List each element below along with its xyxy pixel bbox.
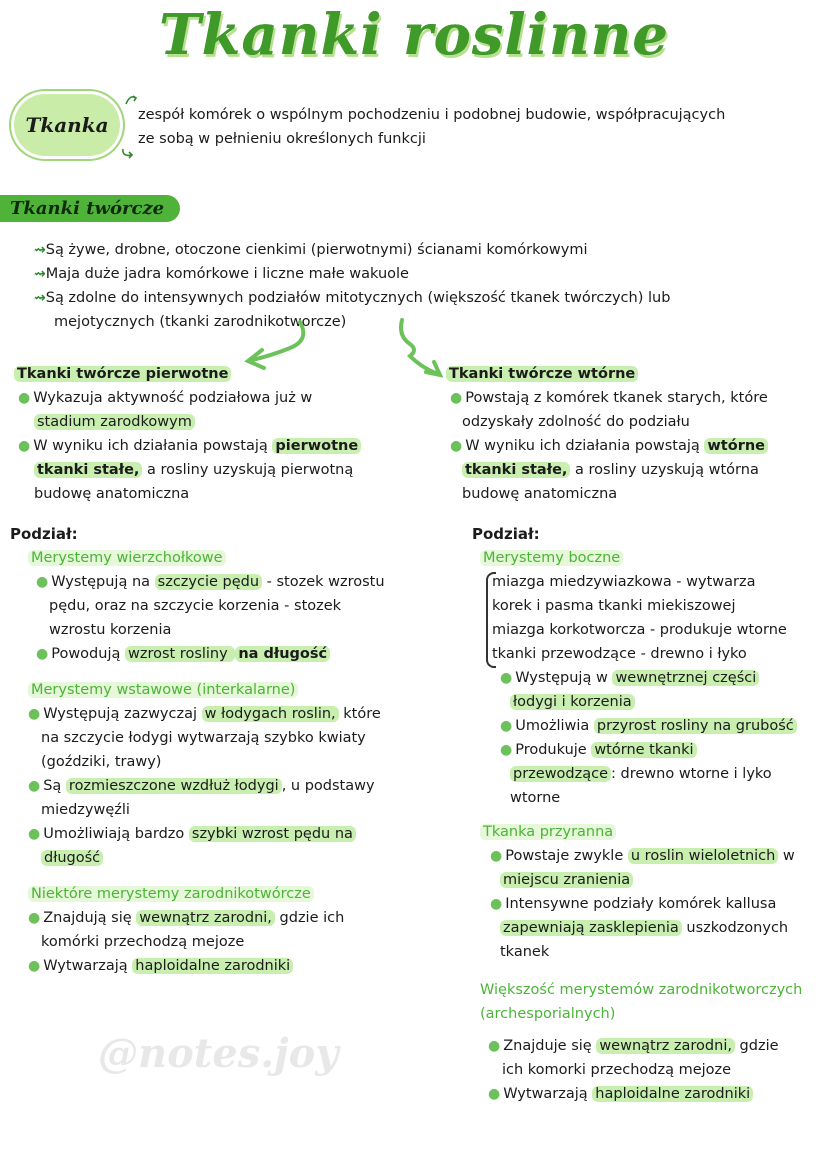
list-item-continued: mejotycznych (tkanki zarodnikotworcze) [54,314,347,330]
section-header-tworcze: Tkanki twórcze [0,195,180,222]
subheading: Tkanka przyranna [480,824,616,840]
definition-text [138,103,798,151]
definition-line: ze sobą w pełnieniu określonych funkcji [138,131,426,147]
list-item: ⇝Są żywe, drobne, otoczone cienkimi (pierwotnymi) ścianami komórkowymi [34,242,588,258]
list-item: ⇝Maja duże jadra komórkowe i liczne małe wakuole [34,266,409,282]
subheading: Merystemy wstawowe (interkalarne) [28,682,298,698]
subheading: Merystemy boczne [480,550,623,566]
subheading: Większość merystemów zarodnikotworczych [480,982,803,998]
squiggle-arrow-icon: ⇝ [34,242,46,258]
subheading: Niektóre merystemy zarodnikotwórcze [28,886,314,902]
right-heading: Tkanki twórcze wtórne [446,366,638,382]
right-column: Tkanki twórcze wtórne ● Powstają z komórek tkanek starych, które odzyskały zdolność do podziału ● W wyniku ich działania powstają wtórne tkanki stałe, a rosliny uzyskują wtórna budowę anatomiczna [446,362,816,506]
list-item: ⇝Są zdolne do intensywnych podziałów mitotycznych (większość tkanek twórczych) lub [34,290,671,306]
left-column: Tkanki twórcze pierwotne ● Wykazuja aktywność podziałowa już w stadium zarodkowym ● W wyniku ich działania powstają pierwotne tkanki stałe, a rosliny uzyskują pierwotną budowę anatomiczna [14,362,404,506]
left-heading: Tkanki twórcze pierwotne [14,366,231,382]
right-podzial: Podział: Merystemy boczne miazga miedzywiazkowa - wytwarza korek i pasma tkanki miekiszowej miazga korkotworcza - produkuje wtorne tkanki przewodzące - drewno i łyko ● Występują w wewnętrznej części łodygi i korzenia ● Umożliwia przyrost rosliny na grubość ● Produkuje wtórne tkanki przewodzące : drewno wtorne i lyko wtorne Tkanka przyranna ● Powstaje zwykle u roslin wieloletnich w miejscu zranienia ● Intensywne podziały komórek kallusa zapewniają zasklepienia uszkodzonych tkanek Większość merystemów zarodnikotworczych (archesporialnych) ● Znajduje się wewnątrz zarodni, gdzie ich komorki przechodzą mejoze ● Wytwarzają haploidalne zarodniki [472,522,822,1106]
curly-arrow-icon [120,146,136,165]
squiggle-arrow-icon: ⇝ [34,266,46,282]
tkanka-badge: Tkanka [14,94,120,156]
watermark: @notes.joy [98,1030,339,1077]
left-podzial: Podział: Merystemy wierzchołkowe ● Występują na szczycie pędu - stozek wzrostu pędu, oraz na szczycie korzenia - stozek wzrostu korzenia ● Powodują wzrost rosliny na długość Merystemy wstawowe (interkalarne) ● Występują zazwyczaj w łodygach roslin, które na szczycie łodygi wytwarzają szybko kwiaty (goździki, trawy) ● Są rozmieszczone wzdłuż łodygi , u podstawy miedzywęźli ● Umożliwiają bardzo szybki wzrost pędu na długość Niektóre merystemy zarodnikotwórcze ● Znajdują się wewnątrz zarodni, gdzie ich komórki przechodzą mejoze ● Wytwarzają haploidalne zarodniki [10,525,385,974]
squiggle-arrow-icon: ⇝ [34,290,46,306]
subheading: Merystemy wierzchołkowe [28,550,226,566]
definition-line: zespół komórek o wspólnym pochodzeniu i podobnej budowie, współpracujących [138,107,726,123]
page-title: Tkanki roslinne [158,2,670,68]
